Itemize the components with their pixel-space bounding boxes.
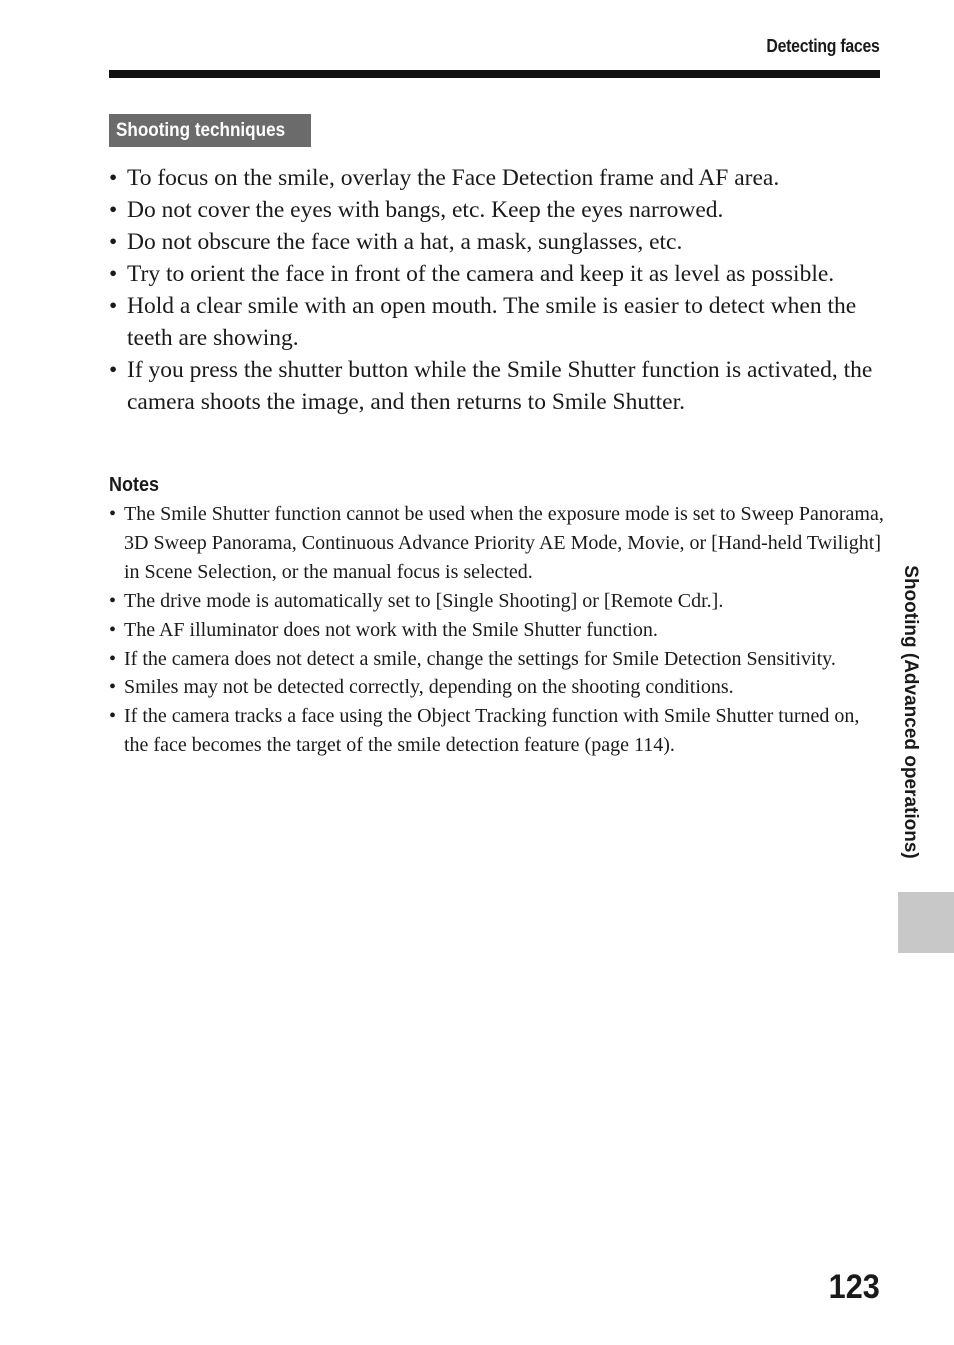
list-item: • Do not obscure the face with a hat, a mask, sunglasses, etc. bbox=[109, 226, 889, 258]
list-item: • Try to orient the face in front of the camera and keep it as level as possible. bbox=[109, 258, 889, 290]
notes-heading: Notes bbox=[109, 474, 160, 496]
list-item: • If you press the shutter button while the Smile Shutter function is activated, the camera shoots the image, and then returns to Smile Shutter. bbox=[109, 354, 889, 418]
list-item: • The drive mode is automatically set to [Single Shooting] or [Remote Cdr.]. bbox=[109, 587, 884, 616]
list-item: • Smiles may not be detected correctly, depending on the shooting conditions. bbox=[109, 673, 884, 702]
header-rule bbox=[109, 70, 880, 78]
list-item: • The Smile Shutter function cannot be used when the exposure mode is set to Sweep Panorama, 3D Sweep Panorama, Continuous Advance Priority AE Mode, Movie, or [Hand-held Twilight] in Scene Selection, or the manual focus is selected. bbox=[109, 500, 884, 587]
notes-list bbox=[109, 500, 884, 760]
list-item: • Do not cover the eyes with bangs, etc. Keep the eyes narrowed. bbox=[109, 194, 889, 226]
techniques-list bbox=[109, 162, 889, 418]
header-title: Detecting faces bbox=[766, 36, 880, 56]
list-item: • Hold a clear smile with an open mouth. The smile is easier to detect when the teeth are showing. bbox=[109, 290, 889, 354]
side-tab-label: Shooting (Advanced operations) bbox=[900, 565, 921, 859]
list-item: • The AF illuminator does not work with the Smile Shutter function. bbox=[109, 616, 884, 645]
list-item: • To focus on the smile, overlay the Face Detection frame and AF area. bbox=[109, 162, 889, 194]
list-item: • If the camera tracks a face using the Object Tracking function with Smile Shutter turned on, the face becomes the target of the smile detection feature (page 114). bbox=[109, 702, 884, 760]
section-label bbox=[109, 114, 311, 147]
side-tab-marker bbox=[898, 892, 954, 953]
page-number: 123 bbox=[828, 1268, 880, 1306]
section-label-text: Shooting techniques bbox=[116, 120, 286, 141]
list-item: • If the camera does not detect a smile, change the settings for Smile Detection Sensitivity. bbox=[109, 645, 884, 674]
